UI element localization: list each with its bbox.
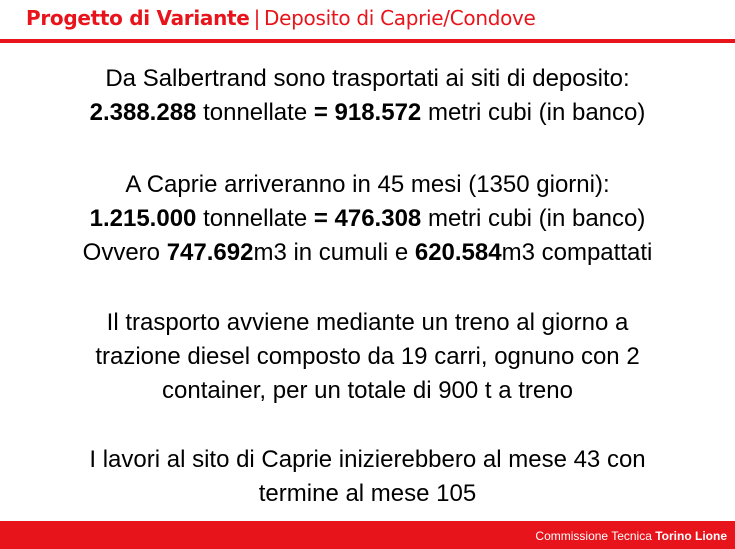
title-underline: [0, 39, 735, 43]
p2-cubic-meters: 476.308: [334, 205, 422, 232]
paragraph-trasporto: [0, 306, 735, 408]
slide-footer: [0, 521, 735, 549]
title-subject: Deposito di Caprie/Condove: [264, 6, 536, 30]
paragraph-caprie: [0, 168, 735, 270]
p3-line2: trazione diesel composto da 19 carri, ognuno con 2: [95, 343, 640, 370]
p1-line1: Da Salbertrand sono trasportati ai siti di deposito:: [105, 65, 630, 92]
title-separator: |: [253, 6, 261, 30]
p3-line3: container, per un totale di 900 t a treno: [162, 377, 573, 404]
p2-text-compattati: m3 compattati: [501, 239, 653, 266]
p1-text-tonnellate: tonnellate: [196, 99, 314, 126]
slide-header: [0, 0, 735, 44]
p2-text-metri: metri cubi (in banco): [421, 205, 646, 232]
p2-cumuli-value: 747.692: [166, 239, 254, 266]
p2-text-tonnellate: tonnellate: [196, 205, 314, 232]
p2-line1: A Caprie arriveranno in 45 mesi (1350 giorni):: [125, 171, 610, 198]
p2-text-ovvero: Ovvero: [82, 239, 167, 266]
p1-cubic-meters: 918.572: [334, 99, 422, 126]
title-project: Progetto di Variante: [26, 6, 250, 30]
p1-line2: [0, 96, 735, 130]
p2-text-cumuli: m3 in cumuli e: [253, 239, 415, 266]
footer-credit: [535, 529, 727, 543]
p2-line3: [0, 236, 735, 270]
p4-line1: I lavori al sito di Caprie inizierebbero al mese 43 con: [89, 446, 646, 473]
p3-line1: Il trasporto avviene mediante un treno al giorno a: [106, 309, 629, 336]
p1-text-metri: metri cubi (in banco): [421, 99, 646, 126]
paragraph-lavori: [0, 443, 735, 511]
slide-title: [26, 6, 536, 30]
p2-tonnes: 1.215.000: [89, 205, 197, 232]
footer-commission: Commissione Tecnica: [535, 529, 656, 543]
p1-tonnes: 2.388.288: [89, 99, 197, 126]
p2-line2: [0, 202, 735, 236]
p2-equals: =: [313, 205, 328, 232]
p1-equals: =: [313, 99, 328, 126]
footer-torino-lione: Torino Lione: [655, 529, 727, 543]
paragraph-salbertrand: [0, 62, 735, 130]
p4-line2: termine al mese 105: [258, 480, 477, 507]
p2-compattati-value: 620.584: [414, 239, 502, 266]
